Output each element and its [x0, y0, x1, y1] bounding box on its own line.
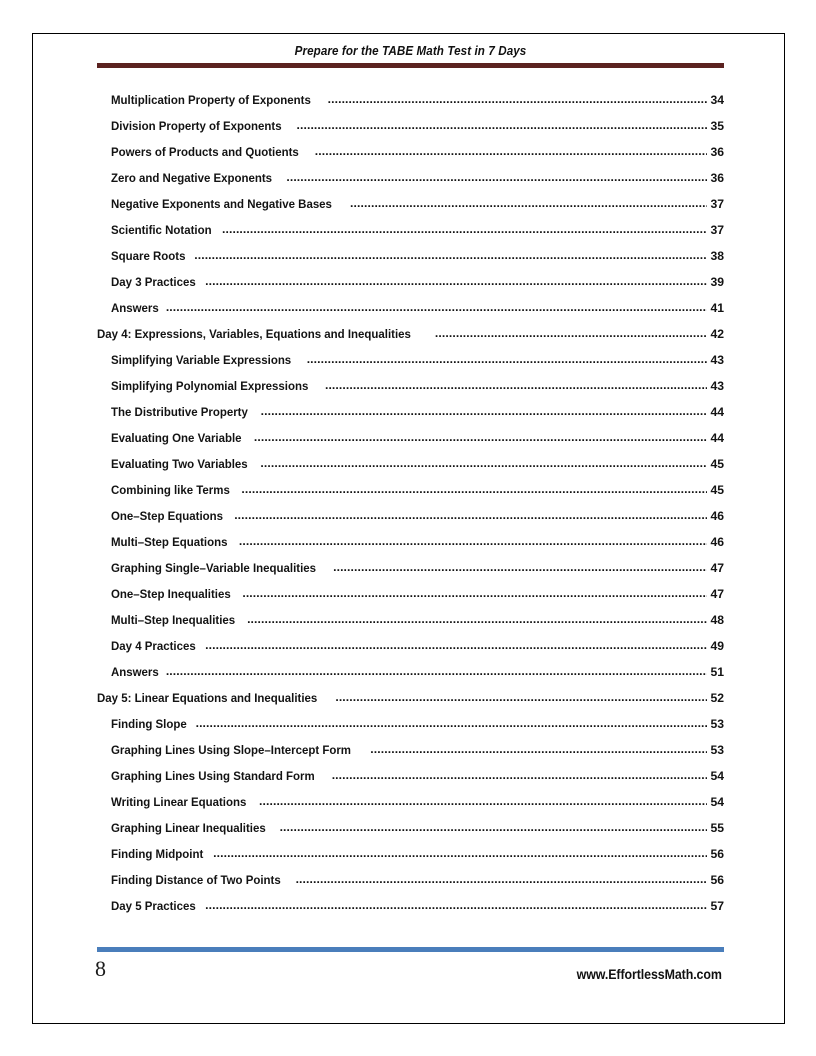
toc-entry-page-number: 48 — [710, 613, 724, 627]
toc-dot-leader — [196, 716, 707, 728]
toc-entry-label: Evaluating One Variable — [111, 431, 242, 445]
toc-entry[interactable] — [97, 560, 724, 586]
toc-entry[interactable] — [97, 794, 724, 820]
toc-entry-page-number: 34 — [710, 93, 724, 107]
toc-entry[interactable] — [97, 872, 724, 898]
toc-entry-page-number: 41 — [710, 301, 724, 315]
page-title: Prepare for the TABE Math Test in 7 Days — [294, 44, 527, 58]
toc-entry-page-number: 45 — [710, 483, 724, 497]
toc-entry[interactable] — [97, 248, 724, 274]
toc-dot-leader — [307, 352, 707, 364]
toc-entry-label: Evaluating Two Variables — [111, 457, 248, 471]
toc-entry-label: Division Property of Exponents — [111, 119, 282, 133]
footer-divider-rule — [97, 947, 724, 952]
toc-dot-leader — [286, 170, 707, 182]
toc-entry-page-number: 42 — [710, 327, 724, 341]
header-divider-rule — [97, 63, 724, 68]
toc-dot-leader — [166, 300, 707, 312]
toc-entry[interactable] — [97, 170, 724, 196]
toc-entry-label: Multi–Step Inequalities — [111, 613, 236, 627]
toc-entry-label: Square Roots — [111, 249, 186, 263]
toc-dot-leader — [259, 794, 707, 806]
toc-entry-label: Simplifying Variable Expressions — [111, 353, 292, 367]
toc-entry-label: Answers — [111, 301, 159, 315]
toc-entry[interactable] — [97, 508, 724, 534]
toc-dot-leader — [261, 404, 707, 416]
toc-entry-page-number: 56 — [710, 873, 724, 887]
toc-entry-label: Finding Midpoint — [111, 847, 204, 861]
toc-entry[interactable] — [97, 456, 724, 482]
toc-dot-leader — [328, 92, 707, 104]
toc-entry-page-number: 51 — [710, 665, 724, 679]
toc-entry-label: Answers — [111, 665, 159, 679]
toc-entry[interactable] — [97, 144, 724, 170]
toc-dot-leader — [241, 482, 707, 494]
toc-entry-page-number: 53 — [710, 717, 724, 731]
toc-dot-leader — [280, 820, 707, 832]
toc-entry-page-number: 47 — [710, 561, 724, 575]
toc-entry[interactable] — [97, 326, 724, 352]
toc-entry[interactable] — [97, 846, 724, 872]
toc-entry-page-number: 55 — [710, 821, 724, 835]
toc-entry[interactable] — [97, 664, 724, 690]
toc-entry[interactable] — [97, 92, 724, 118]
toc-dot-leader — [222, 222, 707, 234]
toc-entry-page-number: 38 — [710, 249, 724, 263]
toc-entry[interactable] — [97, 820, 724, 846]
toc-entry[interactable] — [97, 404, 724, 430]
toc-entry-label: One–Step Inequalities — [111, 587, 231, 601]
toc-entry-page-number: 45 — [710, 457, 724, 471]
toc-entry-page-number: 35 — [710, 119, 724, 133]
toc-dot-leader — [332, 768, 707, 780]
toc-entry-page-number: 46 — [710, 509, 724, 523]
toc-entry-label: Finding Distance of Two Points — [111, 873, 281, 887]
toc-entry-label: Day 4 Practices — [111, 639, 196, 653]
toc-dot-leader — [370, 742, 707, 754]
toc-dot-leader — [234, 508, 707, 520]
toc-entry[interactable] — [97, 742, 724, 768]
toc-entry-label: Multi–Step Equations — [111, 535, 228, 549]
toc-entry-label: Graphing Lines Using Standard Form — [111, 769, 315, 783]
toc-dot-leader — [325, 378, 707, 390]
page-number: 8 — [95, 956, 106, 981]
toc-entry[interactable] — [97, 690, 724, 716]
toc-entry[interactable] — [97, 638, 724, 664]
toc-dot-leader — [297, 118, 708, 130]
toc-dot-leader — [335, 690, 707, 702]
toc-entry[interactable] — [97, 534, 724, 560]
toc-entry-page-number: 49 — [710, 639, 724, 653]
toc-entry-page-number: 56 — [710, 847, 724, 861]
toc-entry-label: Multiplication Property of Exponents — [111, 93, 311, 107]
toc-dot-leader — [254, 430, 707, 442]
toc-entry[interactable] — [97, 118, 724, 144]
toc-entry-label: Negative Exponents and Negative Bases — [111, 197, 332, 211]
toc-entry-page-number: 39 — [710, 275, 724, 289]
toc-entry[interactable] — [97, 716, 724, 742]
toc-dot-leader — [260, 456, 707, 468]
toc-entry-page-number: 36 — [710, 171, 724, 185]
toc-dot-leader — [435, 326, 707, 338]
page-sheet — [32, 33, 785, 1024]
toc-entry[interactable] — [97, 378, 724, 404]
toc-dot-leader — [166, 664, 707, 676]
toc-entry[interactable] — [97, 222, 724, 248]
toc-entry-label: Powers of Products and Quotients — [111, 145, 299, 159]
toc-dot-leader — [247, 612, 707, 624]
toc-entry-label: Scientific Notation — [111, 223, 212, 237]
toc-dot-leader — [333, 560, 707, 572]
toc-entry-label: The Distributive Property — [111, 405, 248, 419]
toc-entry[interactable] — [97, 300, 724, 326]
toc-entry-label: Simplifying Polynomial Expressions — [111, 379, 309, 393]
toc-entry[interactable] — [97, 352, 724, 378]
toc-entry-label: Day 3 Practices — [111, 275, 196, 289]
toc-entry-page-number: 43 — [710, 379, 724, 393]
toc-entry[interactable] — [97, 430, 724, 456]
toc-entry-label: Finding Slope — [111, 717, 187, 731]
toc-dot-leader — [205, 898, 707, 910]
toc-entry[interactable] — [97, 274, 724, 300]
running-header — [97, 44, 724, 68]
toc-entry-label: Combining like Terms — [111, 483, 230, 497]
toc-entry-label: Writing Linear Equations — [111, 795, 247, 809]
toc-dot-leader — [194, 248, 707, 260]
toc-dot-leader — [242, 586, 707, 598]
toc-entry-page-number: 54 — [710, 795, 724, 809]
toc-entry[interactable] — [97, 612, 724, 638]
toc-dot-leader — [239, 534, 707, 546]
toc-entry-label: Graphing Linear Inequalities — [111, 821, 266, 835]
toc-entry-page-number: 47 — [710, 587, 724, 601]
table-of-contents-list — [97, 92, 724, 924]
toc-entry-page-number: 46 — [710, 535, 724, 549]
toc-entry[interactable] — [97, 898, 724, 924]
toc-entry-page-number: 37 — [710, 197, 724, 211]
toc-entry-page-number: 52 — [710, 691, 724, 705]
toc-entry[interactable] — [97, 586, 724, 612]
toc-entry-page-number: 44 — [710, 405, 724, 419]
toc-dot-leader — [350, 196, 707, 208]
toc-entry[interactable] — [97, 768, 724, 794]
toc-entry-page-number: 37 — [710, 223, 724, 237]
toc-entry-page-number: 57 — [710, 899, 724, 913]
toc-entry-page-number: 44 — [710, 431, 724, 445]
toc-dot-leader — [296, 872, 707, 884]
toc-entry-label: Graphing Lines Using Slope–Intercept Form — [111, 743, 351, 757]
toc-dot-leader — [205, 638, 707, 650]
toc-dot-leader — [315, 144, 707, 156]
footer-website-link[interactable]: www.EffortlessMath.com — [576, 967, 722, 982]
toc-entry-page-number: 53 — [710, 743, 724, 757]
toc-entry-label: Graphing Single–Variable Inequalities — [111, 561, 317, 575]
toc-entry-page-number: 36 — [710, 145, 724, 159]
toc-entry-label: One–Step Equations — [111, 509, 224, 523]
toc-entry-label: Day 5: Linear Equations and Inequalities — [97, 691, 318, 705]
toc-entry[interactable] — [97, 196, 724, 222]
toc-entry-label: Day 4: Expressions, Variables, Equations and Inequalities — [97, 327, 411, 341]
toc-dot-leader — [213, 846, 707, 858]
toc-entry-label: Zero and Negative Exponents — [111, 171, 273, 185]
toc-entry-label: Day 5 Practices — [111, 899, 196, 913]
toc-dot-leader — [205, 274, 707, 286]
toc-entry-page-number: 54 — [710, 769, 724, 783]
toc-entry[interactable] — [97, 482, 724, 508]
toc-entry-page-number: 43 — [710, 353, 724, 367]
